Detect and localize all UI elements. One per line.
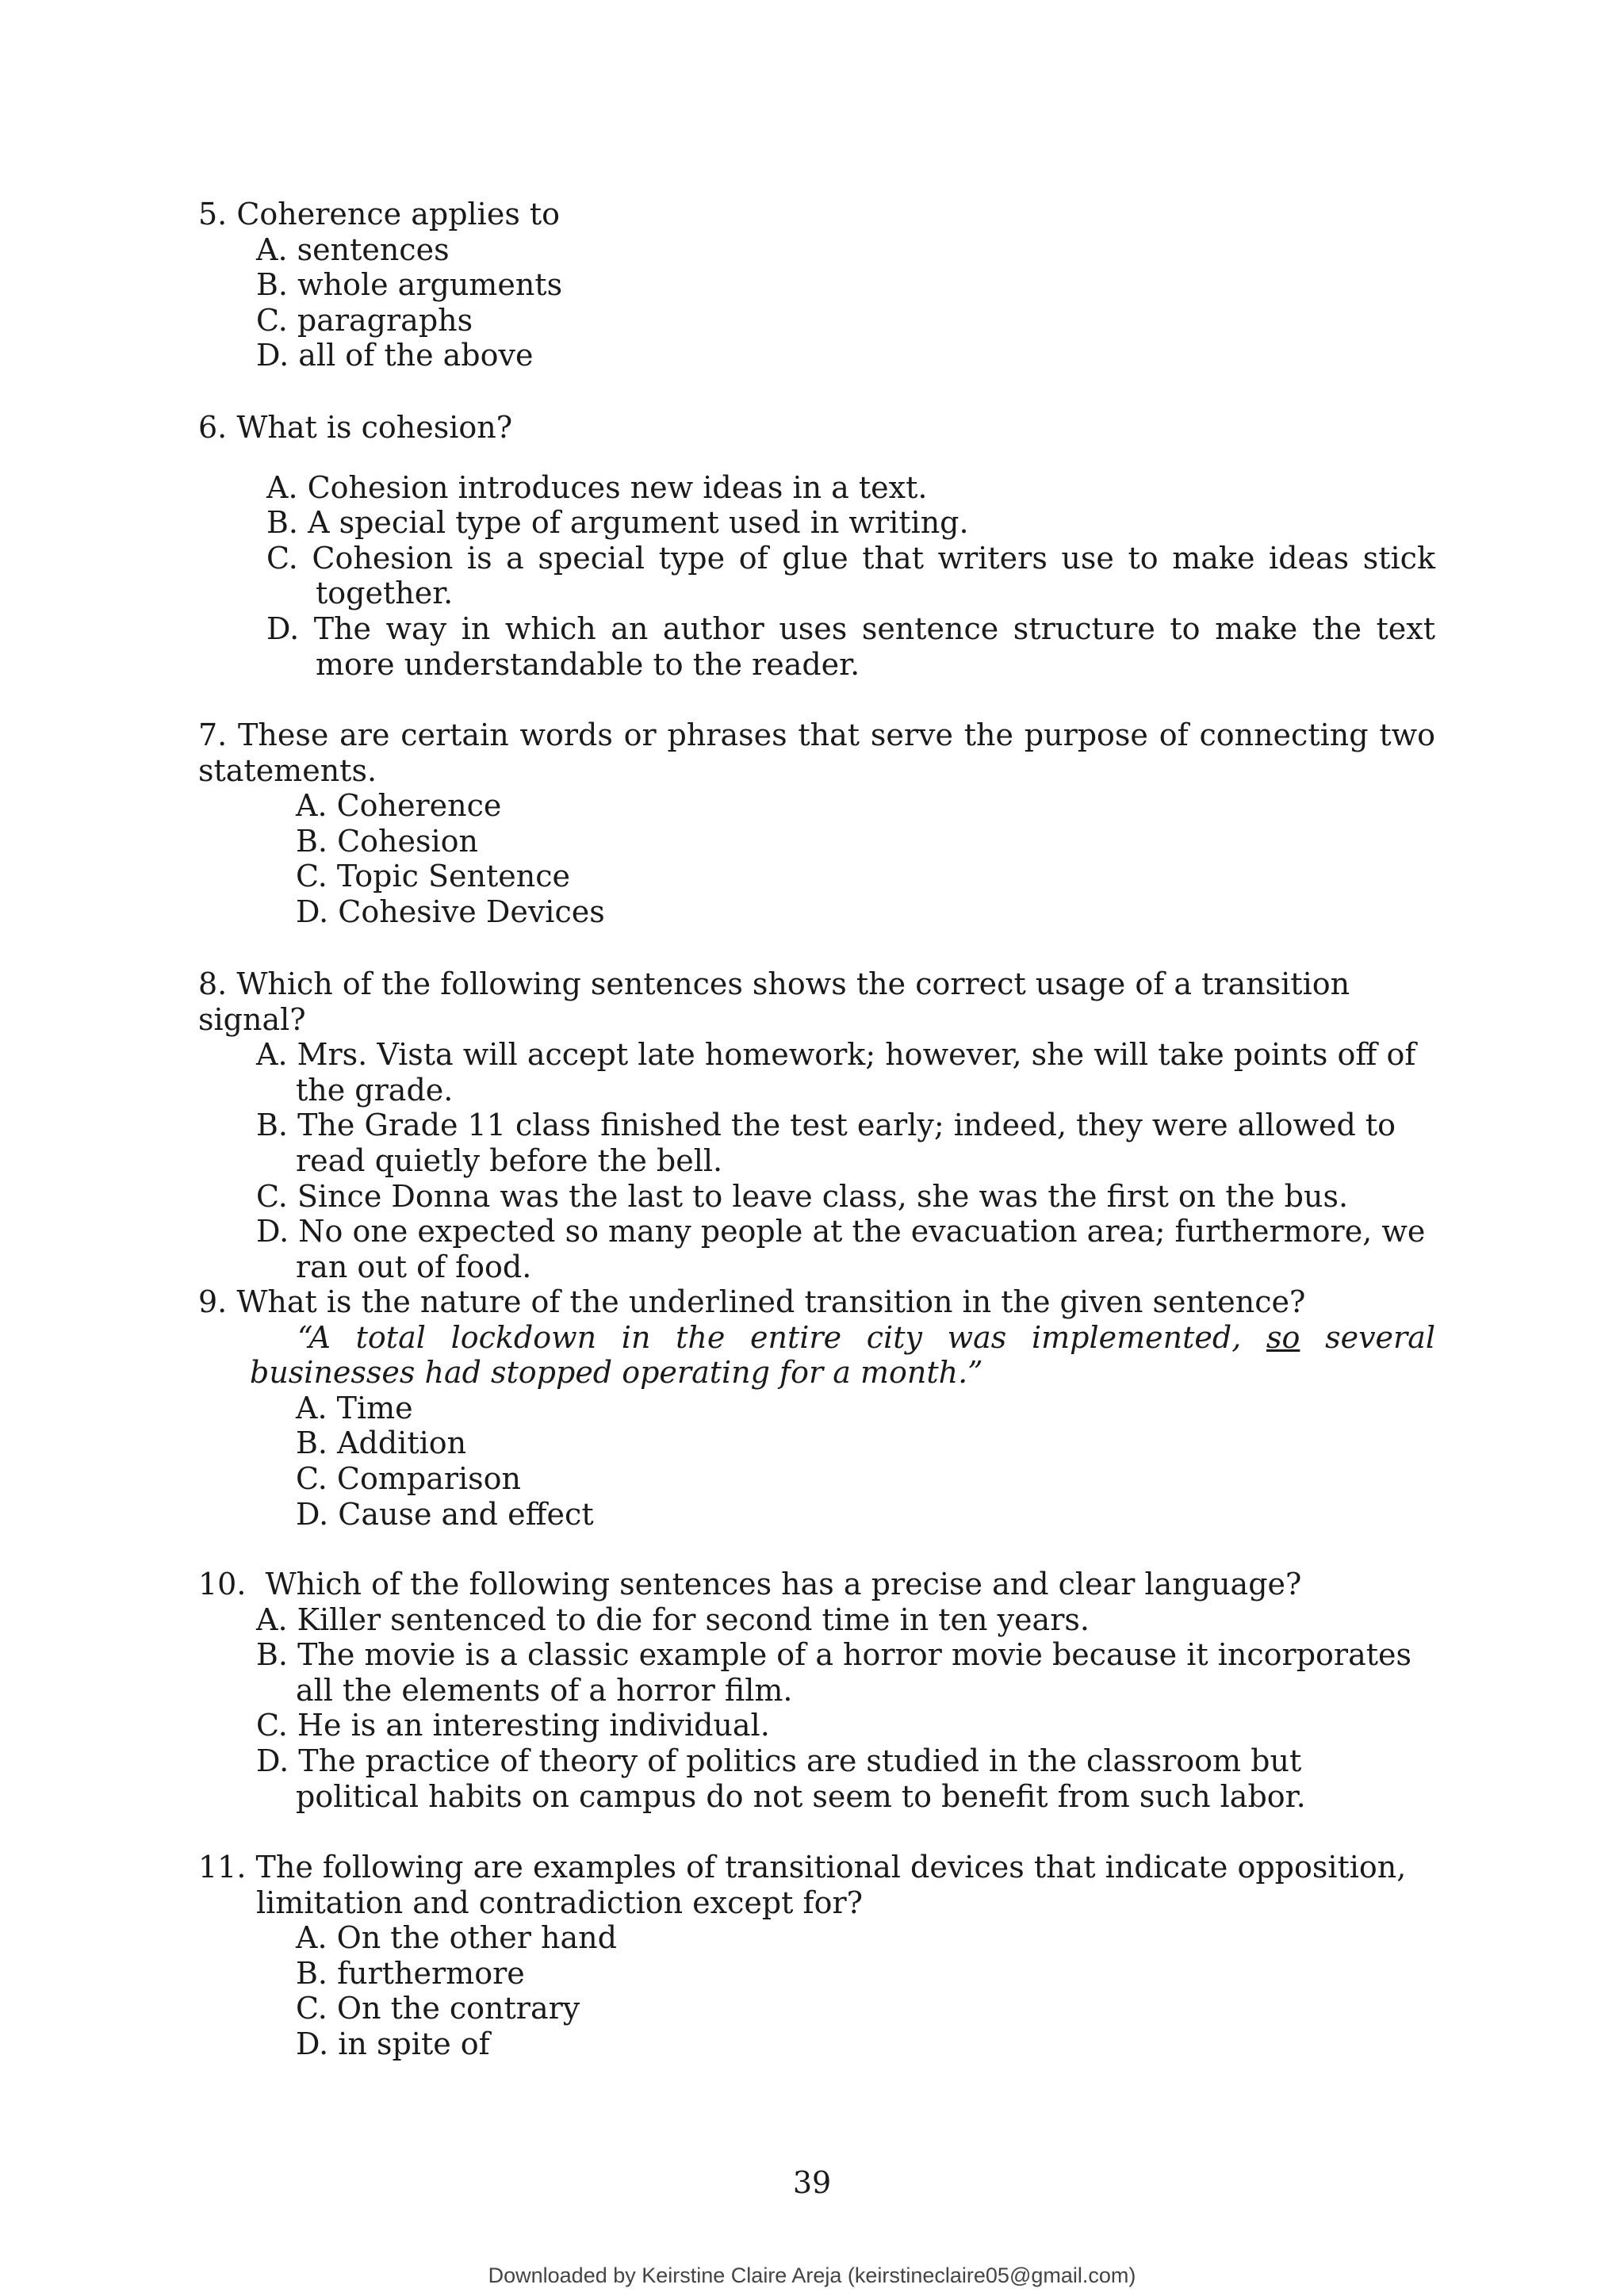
- option-c: C. He is an interesting individual.: [256, 1708, 770, 1743]
- option-b: B. furthermore: [296, 1955, 525, 1991]
- option-b: B. Cohesion: [296, 823, 479, 859]
- question-9: [198, 1284, 1435, 1532]
- option-a: A. sentences: [256, 232, 450, 267]
- option-b: B. whole arguments: [256, 267, 563, 303]
- option-c: C. Since Donna was the last to leave class, she was the first on the bus.: [256, 1178, 1349, 1214]
- option-a: A. Mrs. Vista will accept late homework; however, she will take points off of the grade.: [256, 1037, 1416, 1108]
- option-d: D. The practice of theory of politics are studied in the classroom but political habits on campus do not seem to benefit from such labor.: [256, 1743, 1306, 1814]
- question-stem: 8. Which of the following sentences shows the correct usage of a transition signal?: [198, 966, 1350, 1037]
- question-stem: 7. These are certain words or phrases that serve the purpose of connecting two statements.: [198, 718, 1435, 788]
- option-d: D. Cause and effect: [296, 1496, 594, 1532]
- question-stem: 11. The following are examples of transitional devices that indicate opposition, limitation and contradiction except for?: [198, 1850, 1407, 1920]
- option-d: D. in spite of: [296, 2026, 490, 2061]
- option-d: D. The way in which an author uses sentence structure to make the text more understandable to the reader.: [266, 610, 1435, 682]
- option-b: B. Addition: [296, 1425, 467, 1461]
- question-10: [198, 1567, 1435, 1814]
- option-a: A. Cohesion introduces new ideas in a text.: [266, 469, 928, 505]
- question-stem: 6. What is cohesion?: [198, 410, 513, 445]
- option-a: A. On the other hand: [296, 1920, 617, 1956]
- question-7: [198, 718, 1435, 930]
- question-stem: 9. What is the nature of the underlined transition in the given sentence?: [198, 1284, 1306, 1319]
- question-5: [198, 197, 1435, 373]
- question-8: [198, 966, 1435, 1284]
- option-d: D. No one expected so many people at the evacuation area; furthermore, we ran out of food.: [256, 1214, 1426, 1284]
- quote-text-after: several businesses had stopped operating for a month.”: [250, 1319, 1435, 1391]
- question-stem: 10. Which of the following sentences has a precise and clear language?: [198, 1567, 1302, 1601]
- option-b: B. The movie is a classic example of a horror movie because it incorporates all the elements of a horror film.: [256, 1637, 1411, 1708]
- option-c: C. paragraphs: [256, 302, 473, 338]
- question-6: [198, 410, 1435, 682]
- option-c: C. On the contrary: [296, 1991, 580, 2026]
- option-d: D. Cohesive Devices: [296, 894, 605, 929]
- option-b: B. A special type of argument used in writing.: [266, 505, 969, 541]
- option-a: A. Time: [296, 1390, 413, 1425]
- option-c: C. Comparison: [296, 1460, 522, 1496]
- option-a: A. Killer sentenced to die for second time in ten years.: [256, 1601, 1090, 1637]
- question-stem: 5. Coherence applies to: [198, 197, 561, 232]
- page-number: 39: [792, 2165, 832, 2200]
- option-b: B. The Grade 11 class finished the test early; indeed, they were allowed to read quietly before the bell.: [256, 1108, 1396, 1178]
- example-sentence: [198, 1320, 1435, 1391]
- option-d: D. all of the above: [256, 338, 534, 373]
- option-a: A. Coherence: [296, 788, 502, 824]
- quote-text-before: “A total lockdown in the entire city was implemented,: [297, 1319, 1266, 1355]
- underlined-transition: so: [1266, 1319, 1300, 1355]
- option-c: C. Cohesion is a special type of glue that writers use to make ideas stick together.: [266, 540, 1435, 611]
- download-footer: Downloaded by Keirstine Claire Areja (keirstineclaire05@gmail.com): [488, 2263, 1136, 2287]
- question-11: [198, 1850, 1435, 2062]
- option-c: C. Topic Sentence: [296, 859, 570, 894]
